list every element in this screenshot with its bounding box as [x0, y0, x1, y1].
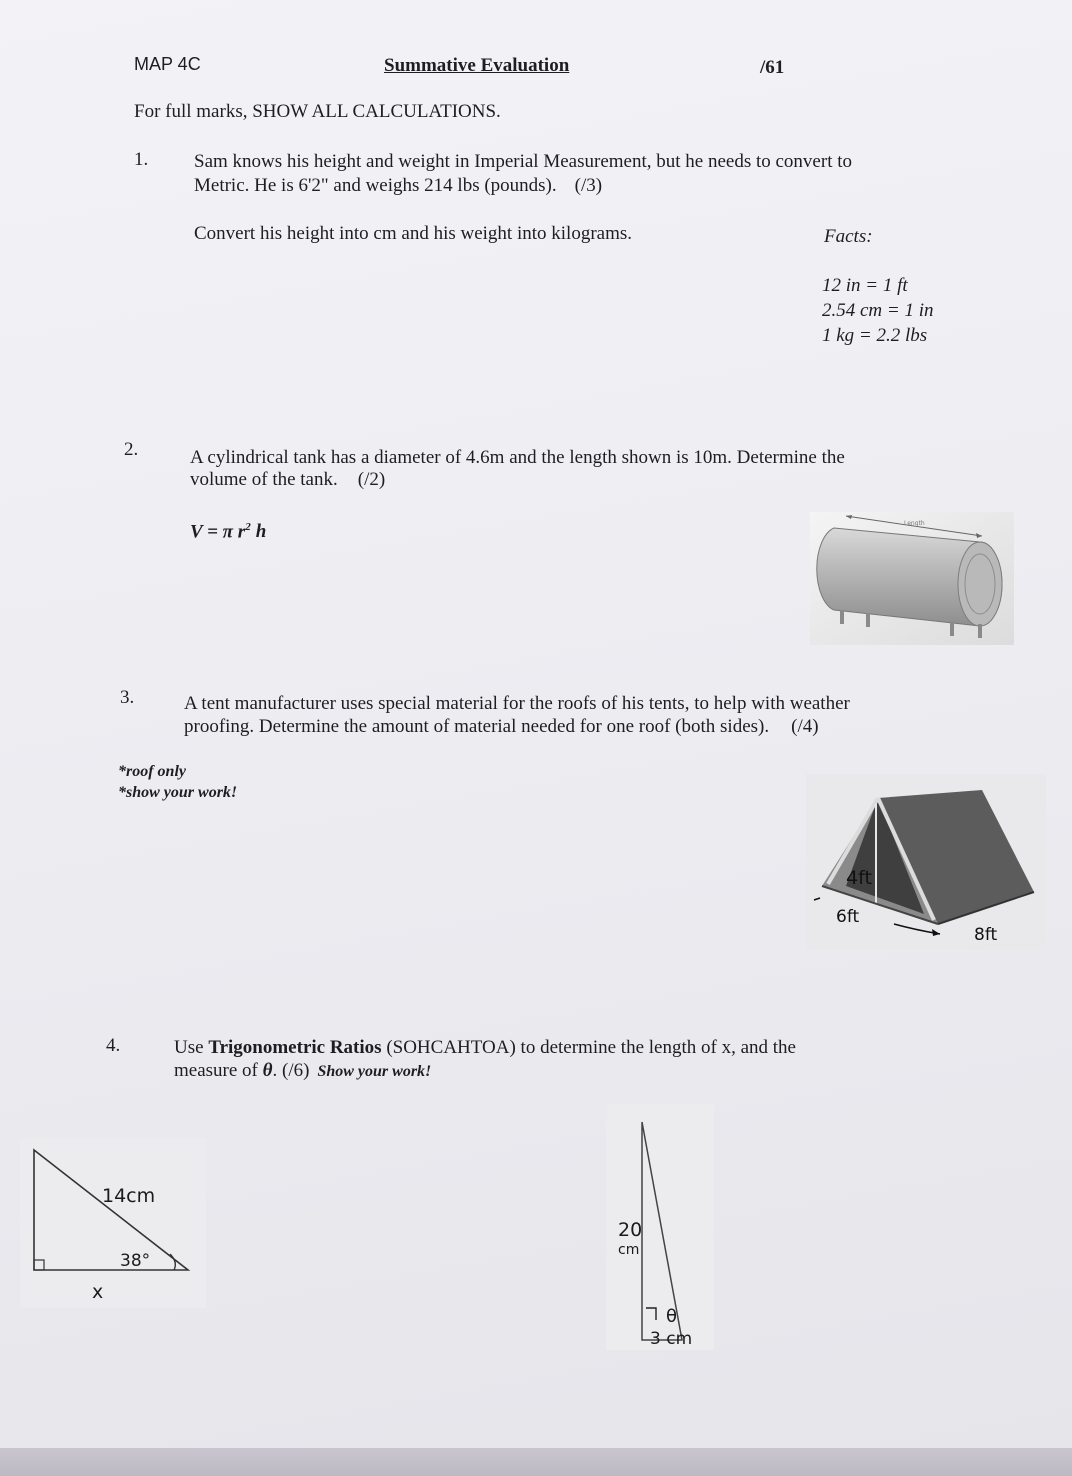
triangle-1 — [20, 1138, 206, 1308]
volume-formula — [190, 515, 266, 544]
q1-number: 1. — [134, 149, 149, 170]
q1-marks: (/3) — [574, 175, 603, 196]
tank-figure — [810, 512, 1014, 645]
tank-illustration — [810, 512, 1014, 645]
q4-theta: θ — [262, 1060, 273, 1081]
q1-line1: Sam knows his height and weight in Imperial Measurement, but he needs to convert to — [194, 151, 852, 172]
tri2-side-number: 20 — [618, 1219, 643, 1241]
q3-marks: (/4) — [791, 716, 819, 737]
q2-marks: (/2) — [357, 469, 386, 490]
q4-show-work: Show your work! — [317, 1063, 432, 1080]
q4-line2-post: . (/6) — [272, 1060, 310, 1081]
q1-task: Convert his height into cm and his weight into kilograms. — [194, 223, 633, 244]
instruction-text: For full marks, SHOW ALL CALCULATIONS. — [134, 101, 501, 122]
triangle-1-figure — [20, 1138, 206, 1308]
tent-width-label: 6ft — [836, 907, 860, 927]
q4-line1-bold: Trigonometric Ratios — [208, 1037, 382, 1058]
q4-number: 4. — [106, 1035, 121, 1056]
q3-line2 — [184, 715, 819, 739]
q1-line2 — [194, 174, 602, 198]
fact-1: 12 in = 1 ft — [822, 275, 908, 296]
triangle-2 — [606, 1104, 714, 1350]
triangle-2-figure — [606, 1104, 714, 1350]
q3-line1: A tent manufacturer uses special material for the roofs of his tents, to help with weather — [184, 693, 850, 714]
q4-line2 — [174, 1059, 431, 1084]
q3-line2-text: proofing. Determine the amount of material needed for one roof (both sides). — [184, 716, 770, 737]
tank-length-label: Length — [904, 520, 925, 527]
tent-illustration — [806, 774, 1046, 950]
tri1-hypotenuse-label: 14cm — [102, 1185, 156, 1207]
facts-label: Facts: — [824, 226, 873, 247]
tri1-angle-label: 38° — [120, 1251, 151, 1271]
formula-rhs: h — [255, 521, 267, 543]
tent-height-label: 4ft — [846, 867, 872, 889]
q2-number: 2. — [124, 439, 139, 460]
tent-figure — [806, 774, 1046, 950]
instruction — [134, 100, 501, 124]
fact-2: 2.54 cm = 1 in — [822, 300, 934, 321]
formula-lhs: V = π r — [190, 521, 246, 543]
desk-surface — [0, 1448, 1072, 1476]
q2-line2 — [190, 468, 385, 492]
q4-line1-post: (SOHCAHTOA) to determine the length of x, and the — [381, 1037, 796, 1058]
q4-line1 — [174, 1036, 796, 1060]
q2-line2-text: volume of the tank. — [190, 469, 338, 490]
total-marks: /61 — [760, 57, 785, 78]
q4-line1-pre: Use — [174, 1037, 209, 1058]
tent-length-label: 8ft — [974, 925, 998, 945]
course-code: MAP 4C — [134, 54, 201, 74]
fact-3: 1 kg = 2.2 lbs — [822, 325, 928, 346]
tri2-base-label: 3 cm — [650, 1329, 693, 1349]
q2-line1: A cylindrical tank has a diameter of 4.6m and the length shown is 10m. Determine the — [190, 447, 845, 468]
page-title: Summative Evaluation — [384, 55, 570, 76]
q1-line2-text: Metric. He is 6'2" and weighs 214 lbs (pounds). — [194, 175, 557, 196]
formula-exponent: 2 — [245, 521, 251, 533]
tri2-side-unit: cm — [618, 1242, 640, 1258]
q3-note-show-work: *show your work! — [118, 784, 238, 801]
q4-line2-pre: measure of — [174, 1060, 263, 1081]
tri1-x-label: x — [92, 1281, 104, 1303]
tri2-theta-label: θ — [666, 1306, 678, 1327]
q3-note-roof: *roof only — [118, 763, 186, 780]
q3-number: 3. — [120, 687, 135, 708]
